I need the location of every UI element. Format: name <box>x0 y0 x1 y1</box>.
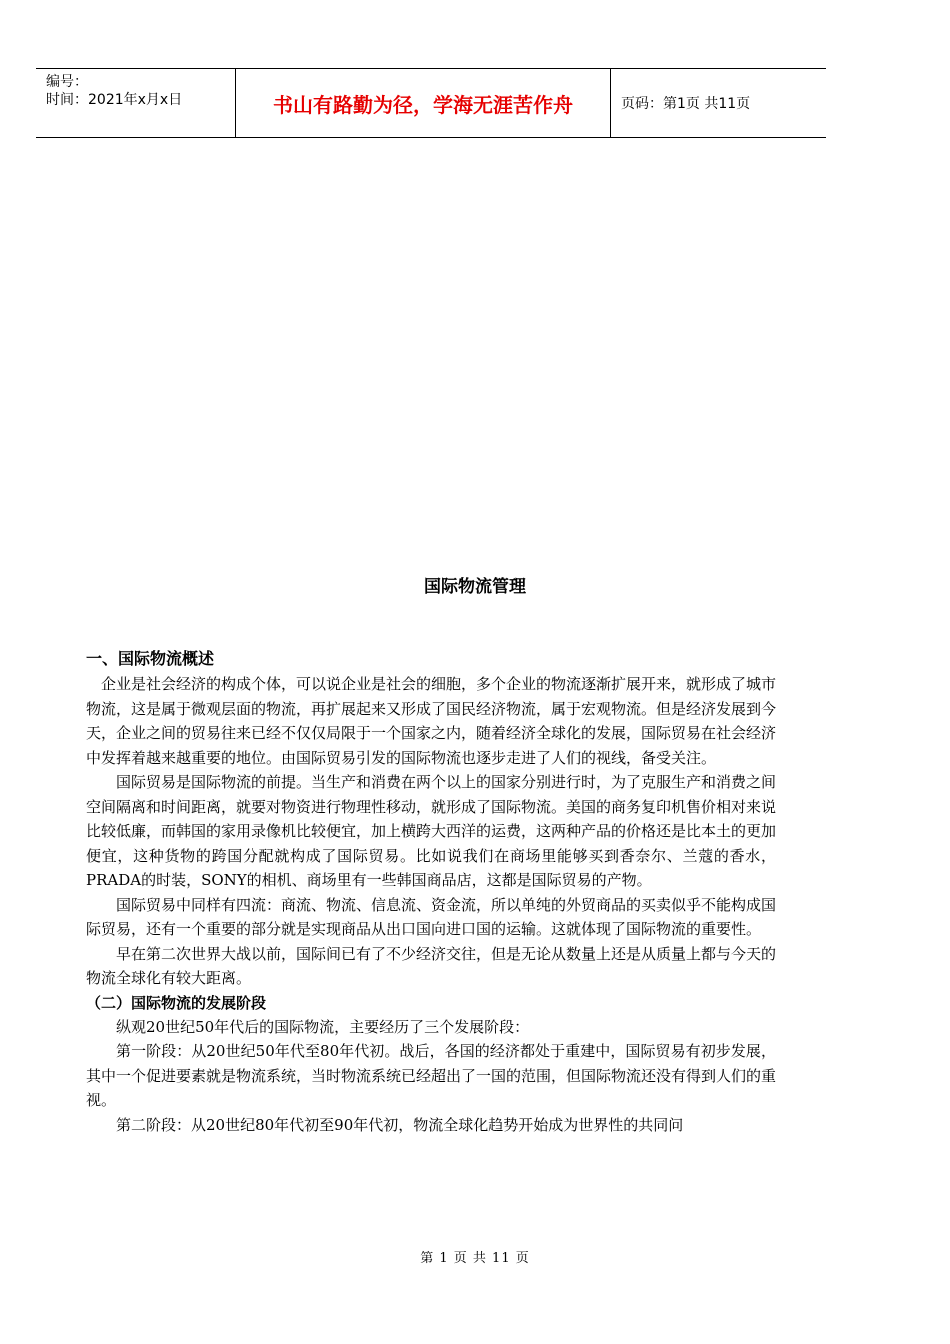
paragraph: 第一阶段：从20世纪50年代至80年代初。战后，各国的经济都处于重建中，国际贸易有初步发展，其中一个促进要素就是物流系统，当时物流系统已经超出了一国的范围，但国际物流还没有得到人们的重视。 <box>86 1042 777 1109</box>
paragraph: 第二阶段：从20世纪80年代初至90年代初，物流全球化趋势开始成为世界性的共同问 <box>116 1115 684 1134</box>
paragraph: 企业是社会经济的构成个体，可以说企业是社会的细胞，多个企业的物流逐渐扩展开来，就形成了城市物流，这是属于微观层面的物流，再扩展起来又形成了国民经济物流，属于宏观物流。但是经济发展到今天，企业之间的贸易往来已经不仅仅局限于一个国家之内，随着经济全球化的发展，国际贸易在社会经济中发挥着越来越重要的地位。由国际贸易引发的国际物流也逐步走进了人们的视线，备受关注。 <box>86 675 777 767</box>
paragraph: 国际贸易是国际物流的前提。当生产和消费在两个以上的国家分别进行时，为了克服生产和消费之间空间隔离和时间距离，就要对物资进行物理性移动，就形成了国际物流。美国的商务复印机售价相对来说比较低廉，而韩国的家用录像机比较便宜，加上横跨大西洋的运费，这两种产品的价格还是比本土的更加便宜，这种货物的跨国分配就构成了国际贸易。比如说我们在商场里能够买到香奈尔、兰蔻的香水，PRADA的时装，SONY的相机、商场里有一些韩国商品店，这都是国际贸易的产物。 <box>86 773 777 889</box>
page-header <box>36 68 826 138</box>
section-heading-1: 一、国际物流概述 <box>86 649 215 668</box>
section-heading-2: （二）国际物流的发展阶段 <box>86 993 267 1012</box>
header-motto: 书山有路勤为径，学海无涯苦作舟 <box>236 69 611 137</box>
serial-label: 编号： <box>46 74 88 90</box>
paragraph: 早在第二次世界大战以前，国际间已有了不少经济交往，但是无论从数量上还是从质量上都与今天的物流全球化有较大距离。 <box>86 944 777 987</box>
paragraph: 纵观20世纪50年代后的国际物流，主要经历了三个发展阶段： <box>116 1017 530 1036</box>
time-label: 时间：2021年x月x日 <box>46 92 183 108</box>
paragraph: 国际贸易中同样有四流：商流、物流、信息流、资金流，所以单纯的外贸商品的买卖似乎不能构成国际贸易，还有一个重要的部分就是实现商品从出口国向进口国的运输。这就体现了国际物流的重要性。 <box>86 895 777 938</box>
header-page-info: 页码：第1页 共11页 <box>621 96 751 112</box>
page-footer: 第 1 页 共 11 页 <box>420 1251 530 1266</box>
header-meta <box>36 69 236 137</box>
document-body <box>86 646 776 1137</box>
document-title: 国际物流管理 <box>424 577 526 597</box>
